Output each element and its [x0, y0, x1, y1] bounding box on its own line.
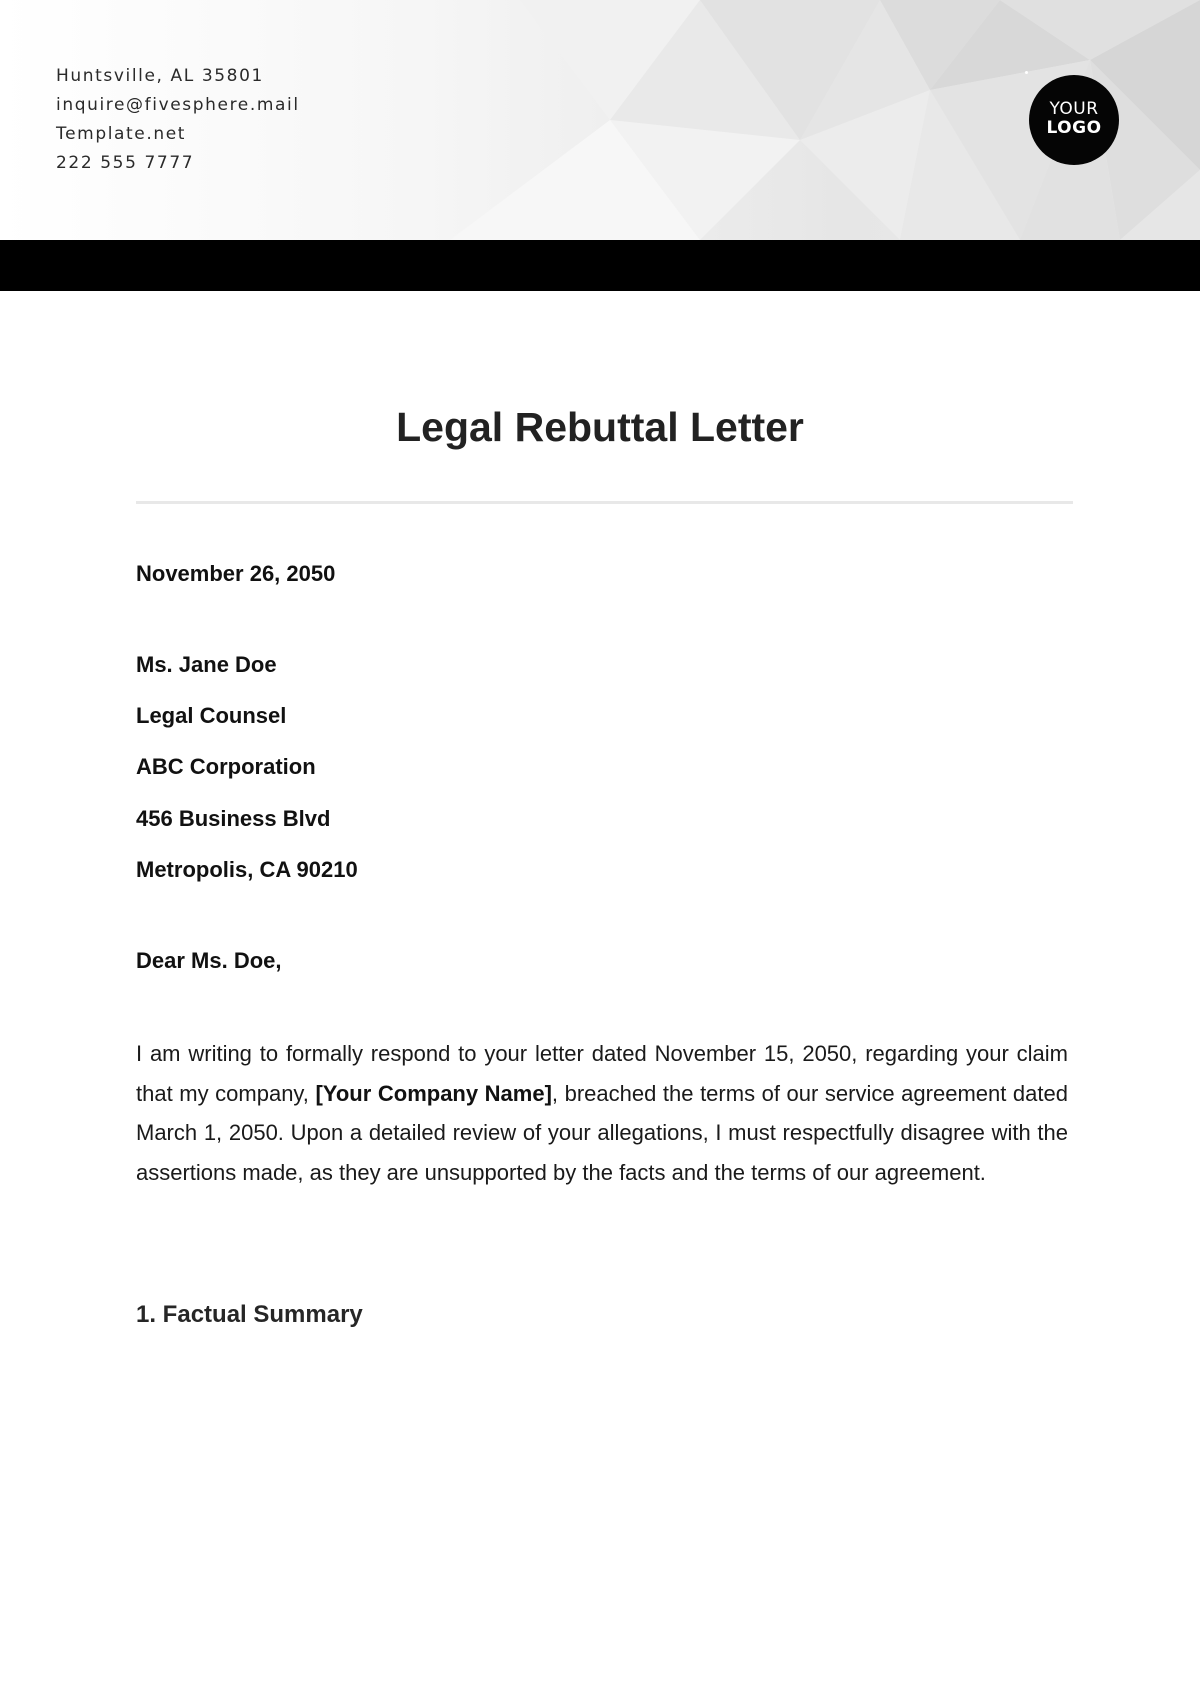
title-divider — [136, 501, 1073, 504]
contact-website: Template.net — [56, 124, 187, 144]
document-title: Legal Rebuttal Letter — [396, 404, 804, 450]
intro-text-part1: I am writing to formally respond to your letter dated November 15, 2050, regarding your claim that my company, — [136, 1041, 1068, 1106]
logo-dot — [1025, 71, 1028, 74]
header-band — [0, 240, 1200, 291]
intro-text-part2: , breached the terms of our service agreement dated March 1, 2050. Upon a detailed review of your allegations, I must respectfully disagree with the assertions made, as they are unsupported by the facts and the terms of our agreement. — [136, 1080, 1068, 1185]
contact-email: inquire@fivesphere.mail — [56, 95, 300, 115]
contact-address: Huntsville, AL 35801 — [56, 66, 264, 86]
recipient-position: Legal Counsel — [136, 703, 287, 728]
company-logo — [1029, 75, 1119, 165]
contact-phone: 222 555 7777 — [56, 153, 195, 173]
salutation: Dear Ms. Doe, — [136, 948, 282, 973]
contact-block — [56, 62, 300, 178]
logo-text-line1: YOUR — [1049, 99, 1099, 119]
letterhead — [0, 0, 1200, 240]
recipient-street: 456 Business Blvd — [136, 806, 331, 831]
section-heading-factual-summary: 1. Factual Summary — [136, 1301, 363, 1328]
intro-paragraph — [136, 1034, 1068, 1192]
company-name-placeholder: [Your Company Name] — [315, 1080, 552, 1106]
recipient-company: ABC Corporation — [136, 754, 316, 779]
recipient-city: Metropolis, CA 90210 — [136, 857, 358, 882]
recipient-name: Ms. Jane Doe — [136, 652, 277, 677]
letter-date: November 26, 2050 — [136, 561, 336, 586]
logo-text-line2: LOGO — [1046, 118, 1102, 138]
